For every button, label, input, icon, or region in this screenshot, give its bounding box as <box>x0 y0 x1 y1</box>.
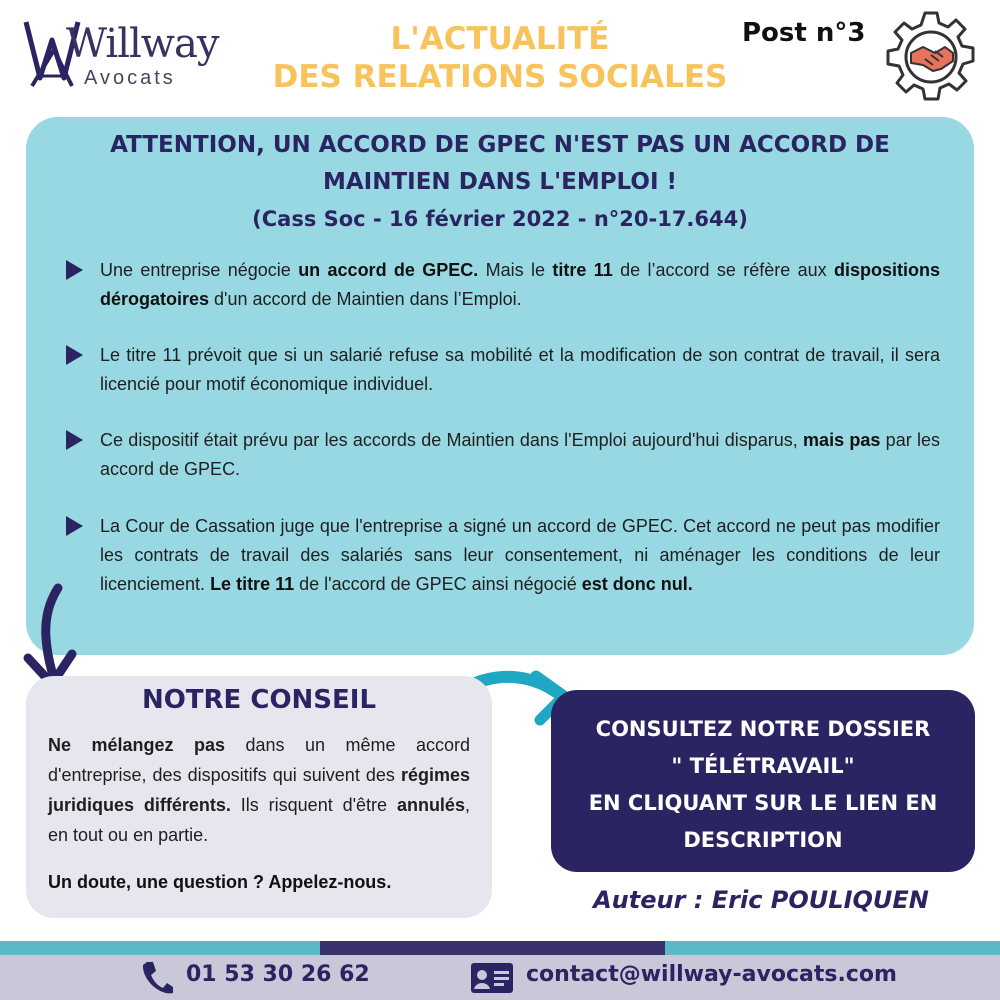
bullet-text-3: Ce dispositif était prévu par les accords de Maintien dans l'Emploi aujourd'hui disparus, mais pas par les accord de GPEC. <box>100 430 941 479</box>
logo-subtitle: Avocats <box>84 67 176 89</box>
author-credit: Auteur : Eric POULIQUEN <box>593 886 929 914</box>
advice-question: Un doute, une question ? Appelez-nous. <box>48 872 392 892</box>
bullet-text-4: La Cour de Cassation juge que l'entreprise a signé un accord de GPEC. Cet accord ne peut pas modifier les contrats de travail des salariés sans leur consentement, ni aménager les conditions de leur licenciement. Le titre 11 de l'accord de GPEC ainsi négocié est donc nul. <box>100 516 940 594</box>
bullet-text-2: Le titre 11 prévoit que si un salarié refuse sa mobilité et la modification de son contrat de travail, il sera licencié pour motif économique individuel. <box>100 345 940 394</box>
dossier-line1: CONSULTEZ NOTRE DOSSIER <box>595 717 931 741</box>
article-title <box>40 127 960 238</box>
triangle-bullet-icon <box>66 516 83 536</box>
contact-card-icon <box>470 962 514 994</box>
bullet-text-1: Une entreprise négocie un accord de GPEC. Mais le titre 11 de l’accord se réfère aux dispositions dérogatoires d'un accord de Maintien dans l’Emploi. <box>100 260 940 309</box>
willway-logo <box>22 14 219 94</box>
page-title-line2: DES RELATIONS SOCIALES <box>272 59 728 95</box>
footer-stripe-middle <box>320 941 665 955</box>
article-reference: (Cass Soc - 16 février 2022 - n°20-17.644) <box>252 207 748 231</box>
footer-stripe-left <box>0 941 320 955</box>
page-title-line1: L'ACTUALITÉ <box>390 21 610 57</box>
logo-name: Willway <box>66 21 219 67</box>
advice-title: NOTRE CONSEIL <box>141 685 377 715</box>
page-title <box>220 20 780 96</box>
bullet-item-1 <box>66 256 940 314</box>
bullet-item-2 <box>66 341 940 399</box>
dossier-line3: EN CLIQUANT SUR LE LIEN EN <box>588 791 938 815</box>
dossier-line4: DESCRIPTION <box>683 828 843 852</box>
article-title-line2: MAINTIEN DANS L'EMPLOI ! <box>322 169 678 195</box>
handshake-gear-icon <box>884 10 978 104</box>
triangle-bullet-icon <box>66 430 83 450</box>
dossier-line2: " TÉLÉTRAVAIL" <box>671 754 855 778</box>
phone-number[interactable]: 01 53 30 26 62 <box>186 962 370 987</box>
triangle-bullet-icon <box>66 260 83 280</box>
dossier-callout <box>551 711 975 859</box>
bullet-item-3 <box>66 426 940 484</box>
contact-email[interactable]: contact@willway-avocats.com <box>526 962 897 987</box>
footer-stripe-right <box>665 941 1000 955</box>
phone-icon <box>140 960 174 996</box>
bullet-item-4 <box>66 512 940 599</box>
post-number: Post n°3 <box>742 18 866 48</box>
article-title-line1: ATTENTION, UN ACCORD DE GPEC N'EST PAS UN ACCORD DE <box>110 132 890 158</box>
advice-text: Ne mélangez pas dans un même accord d'entreprise, des dispositifs qui suivent des régimes juridiques différents. Ils risquent d'être annulés, en tout ou en partie. <box>48 735 471 845</box>
triangle-bullet-icon <box>66 345 83 365</box>
